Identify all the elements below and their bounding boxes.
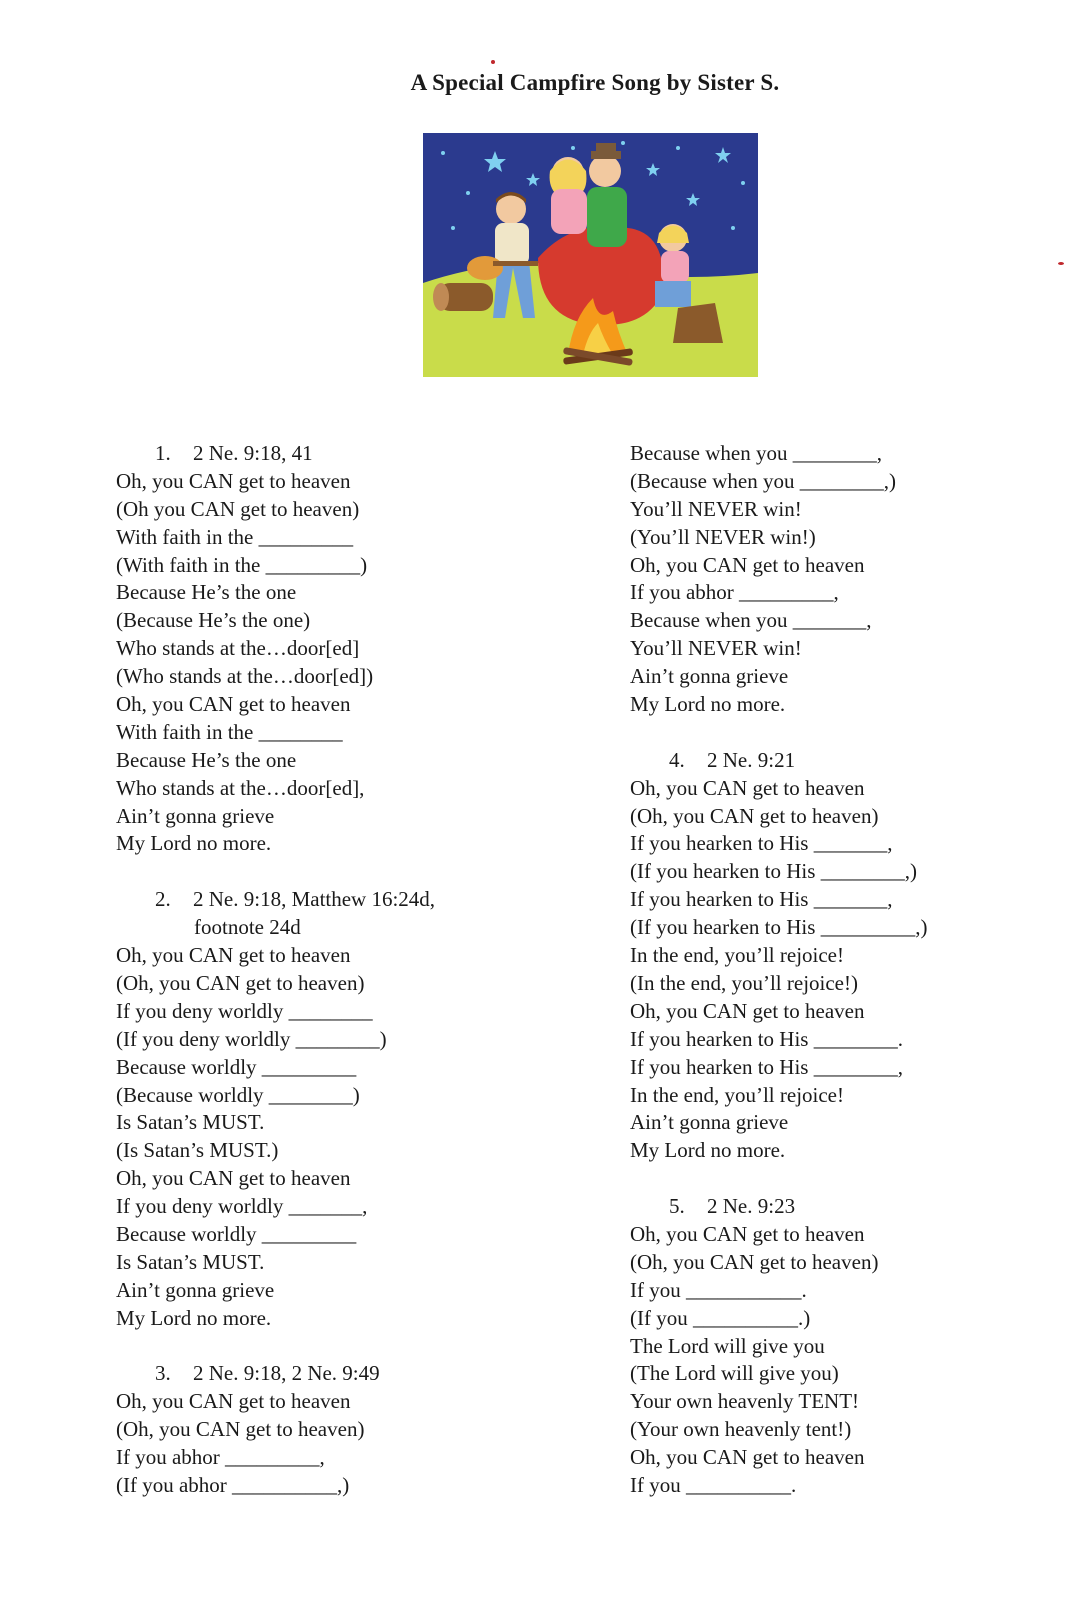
lyric-line: If you ___________. <box>630 1277 807 1302</box>
verse-number: 2. <box>155 887 171 912</box>
lyric-line: (Because when you ________,) <box>630 468 896 493</box>
lyric-line: Oh, you CAN get to heaven <box>116 692 351 717</box>
lyric-line: Oh, you CAN get to heaven <box>116 468 351 493</box>
lyric-line: Oh, you CAN get to heaven <box>116 1166 351 1191</box>
lyric-line: (If you hearken to His ________,) <box>630 859 917 884</box>
lyric-line: Your own heavenly TENT! <box>630 1389 860 1414</box>
verse-header <box>116 886 556 942</box>
lyric-line: (Because worldly ________) <box>116 1082 360 1107</box>
verse-number: 5. <box>669 1194 685 1219</box>
lyric-line: If you abhor _________, <box>630 580 839 605</box>
verse-reference: 2 Ne. 9:23 <box>707 1194 796 1219</box>
lyric-line: Because when you _______, <box>630 608 872 633</box>
verse-reference: 2 Ne. 9:21 <box>707 747 796 772</box>
verse-gap <box>116 1333 556 1361</box>
lyric-line: (Oh you CAN get to heaven) <box>116 496 360 521</box>
lyric-line: If you deny worldly ________ <box>116 998 373 1023</box>
lyric-line: In the end, you’ll rejoice! <box>630 1082 844 1107</box>
lyric-line: (If you deny worldly ________) <box>116 1026 387 1051</box>
lyric-line: If you deny worldly _______, <box>116 1194 368 1219</box>
verse-reference-cont: footnote 24d <box>194 915 301 940</box>
page-title: A Special Campfire Song by Sister S. <box>410 70 780 95</box>
lyric-line: My Lord no more. <box>630 692 786 717</box>
verse-3-continued <box>630 440 1070 719</box>
verse-header <box>116 440 556 468</box>
scan-speck <box>1058 262 1064 265</box>
lyric-line: If you abhor _________, <box>116 1445 325 1470</box>
lyric-line: Because when you ________, <box>630 441 882 465</box>
lyric-line: Oh, you CAN get to heaven <box>630 775 865 800</box>
lyric-line: Because worldly _________ <box>116 1221 357 1246</box>
lyric-line: You’ll NEVER win! <box>630 496 802 521</box>
lyric-line: (If you __________.) <box>630 1305 811 1330</box>
lyric-line: (If you abhor __________,) <box>116 1473 350 1498</box>
lyric-line: If you hearken to His ________. <box>630 1026 903 1051</box>
verse-gap <box>116 858 556 886</box>
verse-header <box>630 747 1070 775</box>
lyric-line: Is Satan’s MUST. <box>116 1249 265 1274</box>
lyric-line: Oh, you CAN get to heaven <box>630 1445 865 1470</box>
lyric-line: (The Lord will give you) <box>630 1361 839 1386</box>
lyric-line: (Because He’s the one) <box>116 608 311 633</box>
lyric-line: Who stands at the…door[ed] <box>116 636 360 661</box>
verse-number: 1. <box>155 441 171 465</box>
lyric-line: Oh, you CAN get to heaven <box>630 552 865 577</box>
verse-number: 4. <box>669 747 685 772</box>
lyric-line: Oh, you CAN get to heaven <box>630 998 865 1023</box>
lyric-line: My Lord no more. <box>630 1138 786 1163</box>
verse-header <box>116 1360 556 1388</box>
verse-number: 3. <box>155 1361 171 1386</box>
lyric-line: Because He’s the one <box>116 747 297 772</box>
lyric-line: If you hearken to His _______, <box>630 831 893 856</box>
lyric-line: You’ll NEVER win! <box>630 636 802 661</box>
verse-reference: 2 Ne. 9:18, 2 Ne. 9:49 <box>193 1361 380 1386</box>
left-column <box>116 440 556 1500</box>
lyric-line: If you __________. <box>630 1472 797 1497</box>
lyric-line: With faith in the ________ <box>116 719 343 744</box>
verse-4 <box>630 747 1070 1165</box>
verse-gap <box>630 719 1070 747</box>
lyric-line: Because worldly _________ <box>116 1054 357 1079</box>
lyric-line: With faith in the _________ <box>116 524 354 549</box>
verse-3 <box>116 1360 556 1499</box>
lyric-line: Oh, you CAN get to heaven <box>630 1221 865 1246</box>
verse-reference: 2 Ne. 9:18, 41 <box>193 441 313 465</box>
verse-gap <box>630 1165 1070 1193</box>
lyric-line: (In the end, you’ll rejoice!) <box>630 970 858 995</box>
lyric-line: (Oh, you CAN get to heaven) <box>116 1417 365 1442</box>
lyric-line: (Oh, you CAN get to heaven) <box>630 1249 879 1274</box>
lyric-line: (You’ll NEVER win!) <box>630 524 816 549</box>
lyric-line: Ain’t gonna grieve <box>630 664 789 689</box>
lyric-line: (Oh, you CAN get to heaven) <box>116 970 365 995</box>
lyric-line: Oh, you CAN get to heaven <box>116 943 351 968</box>
lyric-line: Ain’t gonna grieve <box>116 803 275 828</box>
lyric-line: (Is Satan’s MUST.) <box>116 1138 279 1163</box>
lyric-line: Ain’t gonna grieve <box>630 1110 789 1135</box>
scan-speck <box>491 60 495 64</box>
lyric-line: In the end, you’ll rejoice! <box>630 943 844 968</box>
lyric-line: (With faith in the _________) <box>116 552 368 577</box>
mother <box>550 157 587 234</box>
lyric-line: My Lord no more. <box>116 1305 272 1330</box>
verse-header <box>630 1193 1070 1221</box>
lyric-line: Because He’s the one <box>116 580 297 605</box>
verse-2 <box>116 886 556 1332</box>
verse-reference: 2 Ne. 9:18, Matthew 16:24d, <box>193 887 436 912</box>
lyric-line: Oh, you CAN get to heaven <box>116 1389 351 1414</box>
lyric-line: (Your own heavenly tent!) <box>630 1417 852 1442</box>
father <box>587 143 627 247</box>
lyric-line: Ain’t gonna grieve <box>116 1277 275 1302</box>
lyric-line: My Lord no more. <box>116 831 272 856</box>
lyric-line: (Oh, you CAN get to heaven) <box>630 803 879 828</box>
lyric-line: (If you hearken to His _________,) <box>630 915 928 940</box>
verse-1 <box>116 440 556 858</box>
lyric-line: The Lord will give you <box>630 1333 825 1358</box>
right-column <box>630 440 1070 1500</box>
lyric-line: If you hearken to His _______, <box>630 887 893 912</box>
verse-5 <box>630 1193 1070 1500</box>
lyric-line: Is Satan’s MUST. <box>116 1110 265 1135</box>
lyric-line: Who stands at the…door[ed], <box>116 775 365 800</box>
lyric-line: If you hearken to His ________, <box>630 1054 903 1079</box>
campfire-illustration <box>423 133 758 377</box>
lyric-line: (Who stands at the…door[ed]) <box>116 664 374 689</box>
